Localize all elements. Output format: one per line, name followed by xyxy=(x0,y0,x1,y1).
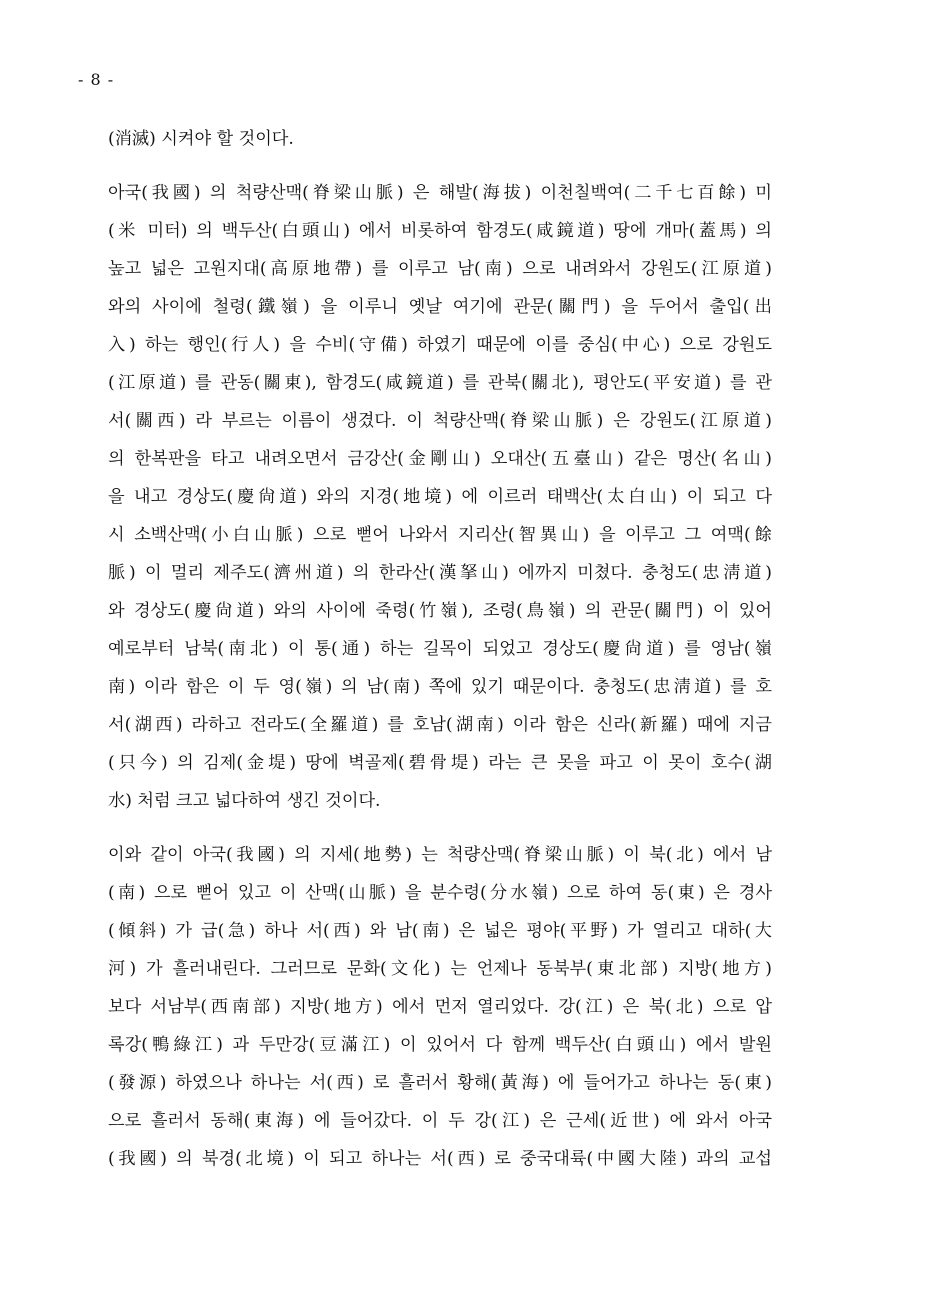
text-line: (發源) 하였으나 하나는 서(西) 로 흘러서 황해(黃海) 에 들어가고 하나는 동(東) xyxy=(108,1073,772,1093)
text-line: 南) 이라 함은 이 두 영(嶺) 의 남(南) 쪽에 있기 때문이다. 충청도(忠淸道) 를 호 xyxy=(108,677,772,697)
text-line: 入) 하는 행인(行人) 을 수비(守備) 하였기 때문에 이를 중심(中心) 으로 강원도 xyxy=(108,335,772,355)
text-line: 으로 흘러서 동해(東海) 에 들어갔다. 이 두 강(江) 은 근세(近世) 에 와서 아국 xyxy=(108,1111,772,1131)
text-line: 높고 넓은 고원지대(高原地帶) 를 이루고 남(南) 으로 내려와서 강원도(江原道) xyxy=(108,259,772,279)
text-line: (米 미터) 의 백두산(白頭山) 에서 비롯하여 함경도(咸鏡道) 땅에 개마(蓋馬) 의 xyxy=(108,221,772,241)
text-line: 아국(我國) 의 척량산맥(脊梁山脈) 은 해발(海拔) 이천칠백여(二千七百餘) 미 xyxy=(108,183,772,203)
paragraph-2 xyxy=(108,174,772,820)
text-line: 보다 서남부(西南部) 지방(地方) 에서 먼저 열리었다. 강(江) 은 북(北) 으로 압 xyxy=(108,997,772,1017)
text-line: 서(關西) 라 부르는 이름이 생겼다. 이 척량산맥(脊梁山脈) 은 강원도(江原道) xyxy=(108,411,772,431)
text-line: (南) 으로 뻗어 있고 이 산맥(山脈) 을 분수령(分水嶺) 으로 하여 동(東) 은 경사 xyxy=(108,883,772,903)
text-line: 와의 사이에 철령(鐵嶺) 을 이루니 옛날 여기에 관문(關門) 을 두어서 출입(出 xyxy=(108,297,772,317)
text-line: 록강(鴨綠江) 과 두만강(豆滿江) 이 있어서 다 함께 백두산(白頭山) 에서 발원 xyxy=(108,1035,772,1055)
text-line: 와 경상도(慶尙道) 와의 사이에 죽령(竹嶺), 조령(鳥嶺) 의 관문(關門) 이 있어 xyxy=(108,601,772,621)
paragraph-1 xyxy=(108,120,772,158)
text-line: (我國) 의 북경(北境) 이 되고 하나는 서(西) 로 중국대륙(中國大陸) 과의 교섭 xyxy=(108,1149,772,1169)
text-line: 서(湖西) 라하고 전라도(全羅道) 를 호남(湖南) 이라 함은 신라(新羅) 때에 지금 xyxy=(108,715,772,735)
text-line: 을 내고 경상도(慶尙道) 와의 지경(地境) 에 이르러 태백산(太白山) 이 되고 다 xyxy=(108,487,772,507)
document-body xyxy=(108,120,772,1178)
text-line: 예로부터 남북(南北) 이 통(通) 하는 길목이 되었고 경상도(慶尙道) 를 영남(嶺 xyxy=(108,639,772,659)
text-line: (只今) 의 김제(金堤) 땅에 벽골제(碧骨堤) 라는 큰 못을 파고 이 못이 호수(湖 xyxy=(108,753,772,773)
text-line: (傾斜) 가 급(急) 하나 서(西) 와 남(南) 은 넓은 평야(平野) 가 열리고 대하(大 xyxy=(108,921,772,941)
text-line: 水) 처럼 크고 넓다하여 생긴 것이다. xyxy=(108,791,381,811)
text-line: 이와 같이 아국(我國) 의 지세(地勢) 는 척량산맥(脊梁山脈) 이 북(北) 에서 남 xyxy=(108,845,772,865)
text-line: (消滅) 시켜야 할 것이다. xyxy=(108,129,294,149)
paragraph-3 xyxy=(108,836,772,1178)
text-line: 河) 가 흘러내린다. 그러므로 문화(文化) 는 언제나 동북부(東北部) 지방(地方) xyxy=(108,959,772,979)
text-line: (江原道) 를 관동(關東), 함경도(咸鏡道) 를 관북(關北), 평안도(平安道) 를 관 xyxy=(108,373,772,393)
page-number: - 8 - xyxy=(78,70,115,89)
text-line: 의 한복판을 타고 내려오면서 금강산(金剛山) 오대산(五臺山) 같은 명산(名山) xyxy=(108,449,772,469)
text-line: 시 소백산맥(小白山脈) 으로 뻗어 나와서 지리산(智異山) 을 이루고 그 여맥(餘 xyxy=(108,525,772,545)
text-line: 脈) 이 멀리 제주도(濟州道) 의 한라산(漢拏山) 에까지 미쳤다. 충청도(忠淸道) xyxy=(108,563,772,583)
